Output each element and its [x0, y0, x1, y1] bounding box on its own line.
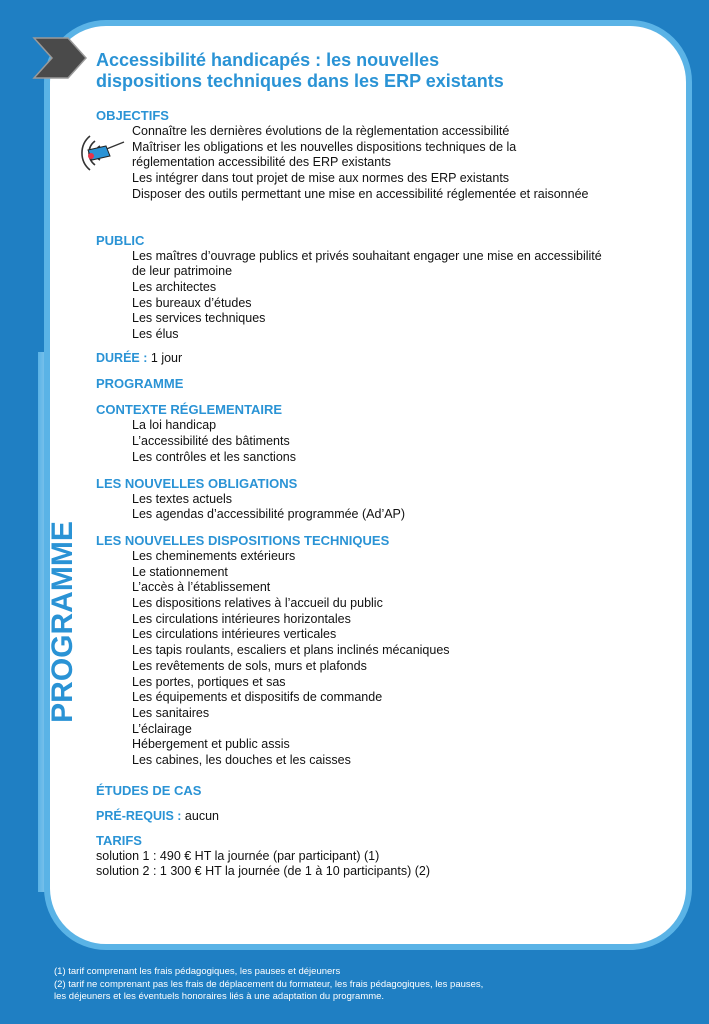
- list-item: réglementation accessibilité des ERP existants: [132, 155, 391, 170]
- section-heading-programme: PROGRAMME: [96, 376, 184, 392]
- list-item: Les intégrer dans tout projet de mise aux normes des ERP existants: [132, 171, 510, 186]
- contexte-list: [96, 418, 666, 465]
- section-heading-public: PUBLIC: [96, 232, 145, 248]
- list-item: Connaître les dernières évolutions de la règlementation accessibilité: [132, 124, 510, 138]
- list-item: Le stationnement: [132, 564, 228, 579]
- list-item: Les cheminements extérieurs: [132, 548, 296, 563]
- title-line: dispositions techniques dans les ERP existants: [96, 71, 504, 91]
- list-item: Les maîtres d’ouvrage publics et privés souhaitant engager une mise en accessibilité: [132, 248, 602, 263]
- list-item: Les circulations intérieures horizontales: [132, 611, 351, 626]
- list-item: solution 1 : 490 € HT la journée (par participant) (1): [96, 848, 380, 863]
- obligations-list: [96, 492, 666, 523]
- section-heading-obligations: LES NOUVELLES OBLIGATIONS: [96, 475, 298, 491]
- footnotes: [54, 966, 654, 1004]
- side-label-text: PROGRAMME: [46, 521, 80, 723]
- page-title: [96, 50, 656, 92]
- list-item: Les cabines, les douches et les caisses: [132, 753, 351, 768]
- duree-value: 1 jour: [150, 350, 183, 365]
- list-item: Disposer des outils permettant une mise en accessibilité réglementée et raisonnée: [132, 186, 589, 201]
- list-item: Les élus: [132, 327, 179, 342]
- footnote: les déjeuners et les éventuels honoraires liés à une adaptation du programme.: [54, 991, 385, 1002]
- section-heading-dispositions: LES NOUVELLES DISPOSITIONS TECHNIQUES: [96, 532, 390, 548]
- list-item: La loi handicap: [132, 418, 217, 433]
- list-item: Les équipements et dispositifs de commande: [132, 690, 383, 705]
- list-item: Les services techniques: [132, 311, 266, 326]
- list-item: Les circulations intérieures verticales: [132, 627, 337, 642]
- duree-line: [96, 351, 666, 367]
- duree-label: DURÉE :: [96, 350, 148, 365]
- list-item: Les contrôles et les sanctions: [132, 449, 296, 464]
- list-item: L’accessibilité des bâtiments: [132, 434, 290, 449]
- list-item: Hébergement et public assis: [132, 737, 290, 752]
- dispositions-list: [96, 549, 666, 769]
- chevron-right-icon: [32, 36, 88, 80]
- prerequis-value: aucun: [184, 808, 219, 823]
- list-item: Les portes, portiques et sas: [132, 674, 286, 689]
- list-item: Les textes actuels: [132, 491, 233, 506]
- list-item: Les revêtements de sols, murs et plafonds: [132, 658, 367, 673]
- side-label: [38, 352, 88, 892]
- main-content: [96, 108, 666, 880]
- prerequis-line: [96, 809, 666, 825]
- list-item: Les tapis roulants, escaliers et plans inclinés mécaniques: [132, 643, 450, 658]
- prerequis-label: PRÉ-REQUIS :: [96, 808, 182, 823]
- list-item: Les architectes: [132, 279, 217, 294]
- footnote: (2) tarif ne comprenant pas les frais de déplacement du formateur, les frais pédagogiques, les pauses,: [54, 978, 484, 990]
- list-item: solution 2 : 1 300 € HT la journée (de 1 à 10 participants) (2): [96, 864, 430, 879]
- objectifs-list: [96, 124, 666, 203]
- list-item: de leur patrimoine: [132, 264, 233, 279]
- list-item: Maîtriser les obligations et les nouvelles dispositions techniques de la: [132, 139, 517, 154]
- list-item: Les sanitaires: [132, 705, 210, 720]
- list-item: Les agendas d’accessibilité programmée (Ad’AP): [132, 507, 406, 522]
- section-heading-objectifs: OBJECTIFS: [96, 108, 169, 123]
- footnote: (1) tarif comprenant les frais pédagogiques, les pauses et déjeuners: [54, 966, 341, 977]
- section-heading-contexte: CONTEXTE RÉGLEMENTAIRE: [96, 402, 283, 418]
- public-list: [96, 249, 666, 343]
- list-item: L’accès à l’établissement: [132, 580, 271, 595]
- list-item: Les bureaux d’études: [132, 295, 252, 310]
- list-item: L’éclairage: [132, 721, 192, 736]
- section-heading-etudes: ÉTUDES DE CAS: [96, 782, 202, 798]
- section-heading-tarifs: TARIFS: [96, 832, 142, 848]
- title-line: Accessibilité handicapés : les nouvelles: [96, 50, 440, 70]
- list-item: Les dispositions relatives à l’accueil du public: [132, 596, 383, 611]
- tarifs-list: [96, 849, 666, 880]
